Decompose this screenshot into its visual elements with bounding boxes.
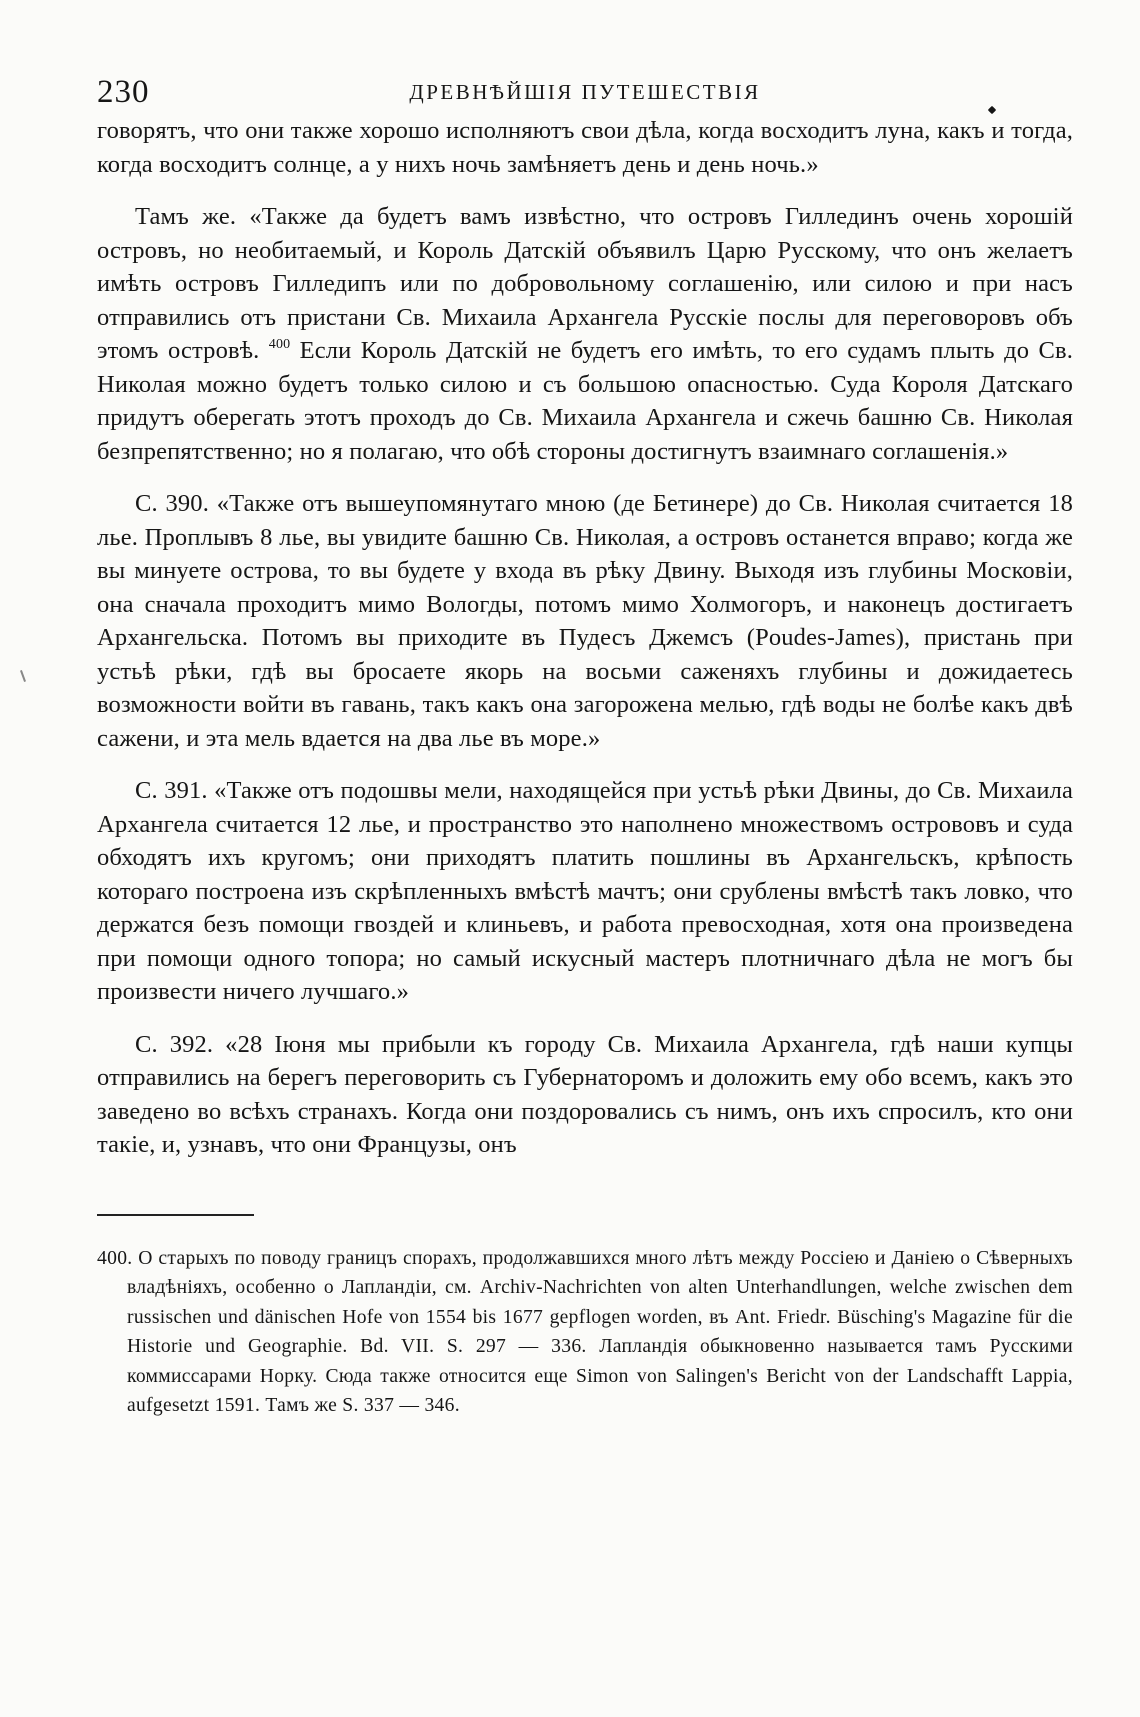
paragraph-continuation: говорятъ, что они также хорошо исполняютъ свои дѣла, когда восходитъ луна, какъ и тогда, когда восходитъ солнце, а у нихъ ночь замѣняетъ день и день ночь.» <box>97 117 1073 178</box>
running-title: ДРЕВНѢЙШІЯ ПУТЕШЕСТВІЯ <box>409 80 761 104</box>
paragraph-tam-zhe-text-part2: Если Король Датскій не будетъ его имѣть, то его судамъ плыть до Св. Николая можно будетъ только силою и съ большою опасностью. Суда Короля Датскаго придутъ оберегать этотъ проходъ до Св. Михаила Архангела и сжечь башню Св. Николая безпрепятственно; но я полагаю, что обѣ стороны достигнутъ взаимнаго соглашенія.» <box>97 337 1073 465</box>
footnote-number: 400. <box>97 1247 133 1269</box>
footnote-divider <box>97 1214 254 1216</box>
paragraph-s391: С. 391. «Также отъ подошвы мели, находящейся при устьѣ рѣки Двины, до Св. Михаила Архангела считается 12 лье, и пространство это наполнено множествомъ острововъ и суда обходятъ ихъ кругомъ; они приходятъ платить пошлины въ Архангельскъ, крѣпость котораго построена изъ скрѣпленныхъ вмѣстѣ мачтъ; они срублены вмѣстѣ такъ ловко, что держатся безъ помощи гвоздей и клиньевъ, и работа превосходная, хотя она произведена при помощи одного топора; но самый искусный мастеръ плотничнаго дѣла не могъ бы произвести ничего лучшаго.» <box>97 777 1073 1005</box>
paragraph-tam-zhe <box>97 200 1073 468</box>
paragraph-tam-zhe-text-part1: Тамъ же. «Также да будетъ вамъ извѣстно, что островъ Гиллединъ очень хорошій островъ, но необитаемый, и Король Датскій объявилъ Царю Русскому, что онъ желаетъ имѣть островъ Гилледипъ или по добровольному соглашенію, или силою и при насъ отправились отъ пристани Св. Михаила Архангела Русскіе послы для переговоровъ объ этомъ островѣ. <box>97 203 1073 364</box>
footnote-reference: 400 <box>268 337 291 352</box>
page-number: 230 <box>97 74 150 110</box>
footnote-400 <box>97 1244 1073 1421</box>
paragraph-s390: С. 390. «Также отъ вышеупомянутаго мною (де Бетинере) до Св. Николая считается 18 лье. Проплывъ 8 лье, вы увидите башню Св. Николая, а островъ останется вправо; когда же вы минуете острова, то вы будете у входа въ рѣку Двину. Выходя изъ глубины Московіи, она сначала проходитъ мимо Вологды, потомъ мимо Холмогоръ, и наконецъ достигаетъ Архангельска. Потомъ вы приходите въ Пудесъ Джемсъ (Poudes-James), пристань при устьѣ рѣки, гдѣ вы бросаете якорь на восьми саженяхъ глубины и дожидаетесь возможности войти въ гавань, такъ какъ она загорожена мелью, гдѣ воды не болѣе какъ двѣ сажени, и эта мель вдается на два лье въ море.» <box>97 490 1073 752</box>
margin-mark <box>20 670 26 682</box>
footnote-text: О старыхъ по поводу границъ спорахъ, продолжавшихся много лѣтъ между Россіею и Даніею о Сѣверныхъ владѣніяхъ, особенно о Лапландіи, см. Archiv-Nachrichten von alten Unterhandlungen, welche zwischen dem russischen und dänischen Hofe von 1554 bis 1677 gepflogen worden, въ Ant. Friedr. Büsching's Magazine für die Historie und Geographie. Bd. VII. S. 297 — 336. Лапландія обыкновенно называется тамъ Русскими коммиссарами Норку. Сюда также относится еще Simon von Salingen's Bericht von der Landschafft Lappia, aufgesetzt 1591. Тамъ же S. 337 — 346. <box>127 1247 1073 1416</box>
running-head <box>97 60 1073 114</box>
book-page <box>97 60 1073 1421</box>
ornament-dot-icon <box>988 106 996 114</box>
paragraph-s392: С. 392. «28 Іюня мы прибыли къ городу Св. Михаила Архангела, гдѣ наши купцы отправились на берегъ переговорить съ Губернаторомъ и доложить ему обо всемъ, какъ это заведено во всѣхъ странахъ. Когда они поздоровались съ нимъ, онъ ихъ спросилъ, кто они такіе, и, узнавъ, что они Французы, онъ <box>97 1030 1073 1158</box>
